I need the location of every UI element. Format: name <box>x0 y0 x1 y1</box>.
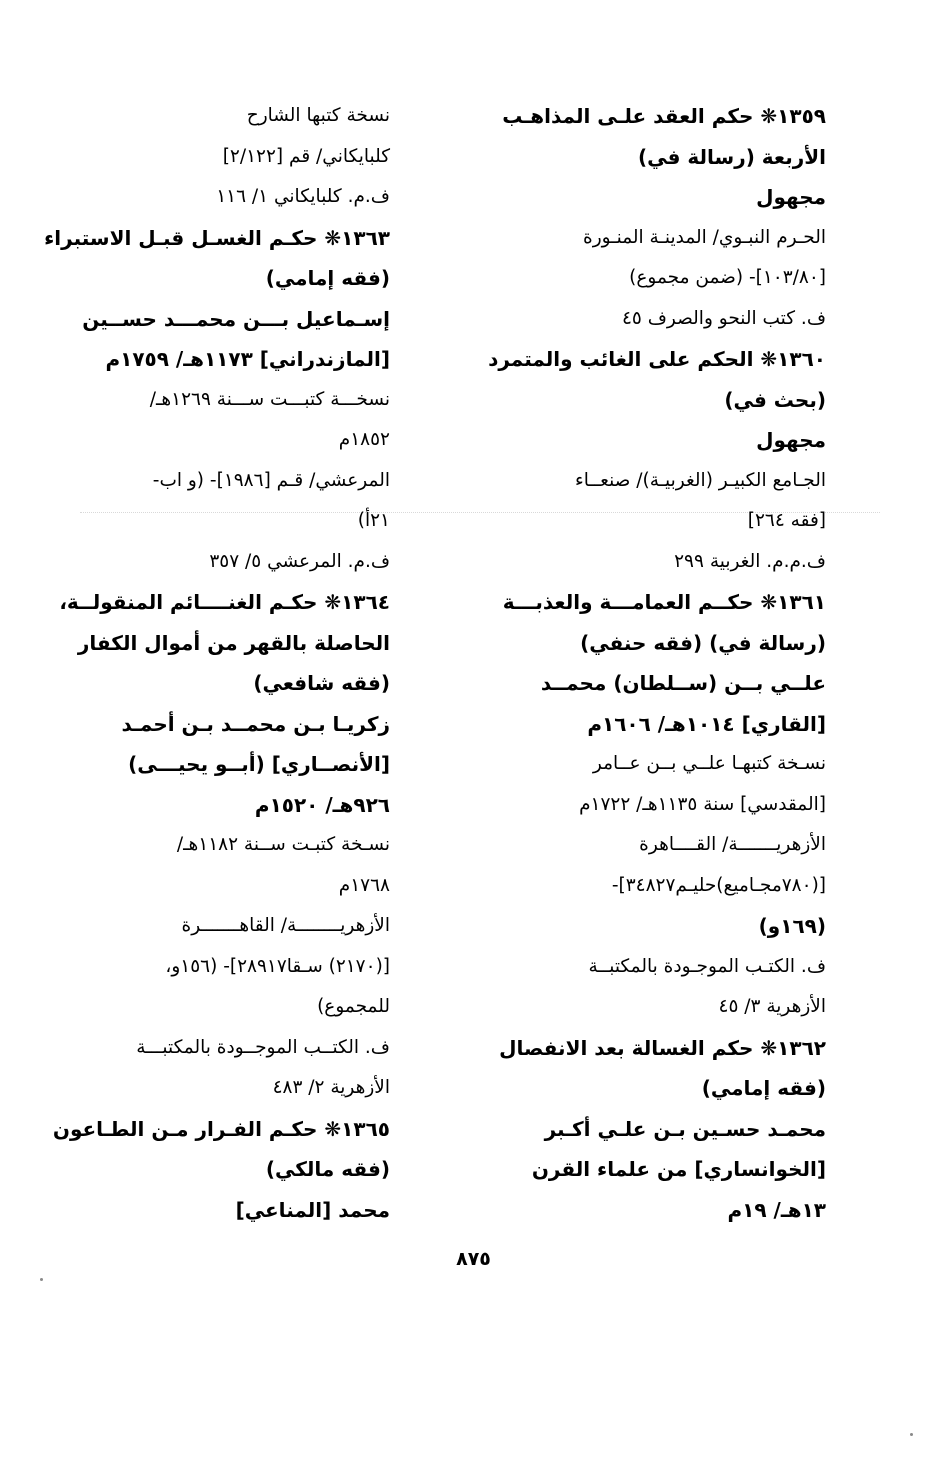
right-column-line: محمـد حسـين بـن علـي أكـبر <box>544 1116 826 1141</box>
left-column-line: ١٨٥٢م <box>338 429 390 450</box>
right-column-line: ١٣٦٠❋ الحكم على الغائب والمتمرد <box>488 347 826 371</box>
left-column-line: الحاصلة بالقهر من أموال الكفار <box>77 630 390 655</box>
right-column-line: (فقه إمامي) <box>701 1076 826 1100</box>
right-column <box>488 96 826 1230</box>
right-column-line: [(٧٨٠مجـاميع)حليـم٣٤٨٢٧]- <box>611 874 826 896</box>
left-column-line: ١٧٦٨م <box>338 874 390 896</box>
right-column-line: (١٦٩و) <box>758 914 826 938</box>
left-column-line: المرعشي/ قـم [١٩٨٦]- (و اب- <box>152 469 390 491</box>
right-column-line: الحـرم النبـوي/ المدينـة المنـورة <box>583 226 826 248</box>
right-column-line: علــي بــن (ســلطان) محمــد <box>540 671 826 695</box>
left-column-line: ١٣٦٥❋ حكـم الفـرار مـن الطـاعون <box>52 1116 390 1141</box>
right-column-line: [المقدسي] سنة ١١٣٥هـ/ ١٧٢٢م <box>579 793 826 815</box>
left-column-line: الأزهريــــــــة/ القاهـــــــرة <box>181 915 390 936</box>
left-column-line: ٩٢٦هـ/ ١٥٢٠م <box>254 792 390 817</box>
right-column-line: (بحث في) <box>724 387 826 412</box>
right-column-line: ف. كتب النحو والصرف ٤٥ <box>621 307 826 329</box>
left-column-line: [الأنصــاري] (أبــو يحيـــى) <box>128 752 390 776</box>
right-column-line: [١٠٣/٨٠]- (ضمن مجموع) <box>629 267 826 288</box>
left-column-line: ١٣٦٣❋ حكـم الغسـل قبـل الاستبراء <box>44 225 390 250</box>
left-column-line: نسـخة كتبـت ســنة ١١٨٢هـ/ <box>176 834 390 855</box>
scan-speck <box>40 1278 43 1281</box>
page-number: ٨٧٥ <box>456 1248 491 1270</box>
left-column-line: ف. الكتــب الموجــودة بالمكتبـــة <box>136 1036 390 1058</box>
right-column-line: (رسالة في) (فقه حنفي) <box>580 630 826 655</box>
left-column-line: (فقه شافعي) <box>253 671 390 695</box>
right-column-line: [الخوانساري] من علماء القرن <box>531 1157 826 1181</box>
left-column-line: ١٣٦٤❋ حكـم الغنــــائم المنقولــة، <box>59 590 390 614</box>
right-column-line: الجـامع الكبيـر (الغربيـة)/ صنعــاء <box>575 469 826 491</box>
left-column-line: ف.م. المرعشي ٥/ ٣٥٧ <box>209 550 390 572</box>
scan-speck <box>910 1433 913 1436</box>
left-column-line: للمجموع) <box>317 996 390 1017</box>
right-column-line: ١٣٦١❋ حكــم العمامـــة والعذبـــة <box>502 590 826 614</box>
right-column-line: [القاري] ١٠١٤هـ/ ١٦٠٦م <box>587 711 826 736</box>
left-column-line: كلبايكاني/ قم [٢/١٢٢] <box>222 145 390 167</box>
left-column-line: (فقه إمامي) <box>265 266 390 290</box>
right-column-line: ف. الكتـب الموجـودة بالمكتبــة <box>588 955 826 977</box>
right-column-line: ف.م.م. الغربية ٢٩٩ <box>674 550 826 572</box>
left-column-line: ٢١أ) <box>357 510 390 531</box>
left-column-line: (فقه مالكي) <box>265 1157 390 1181</box>
left-column <box>44 96 390 1230</box>
right-column-line: مجهول <box>756 428 826 452</box>
right-column-line: [فقه ٢٦٤] <box>747 510 826 531</box>
right-column-line: الأزهريـــــــة/ القــــاهرة <box>639 834 826 855</box>
right-column-line: مجهول <box>756 185 826 209</box>
left-column-line: الأزهرية ٢/ ٤٨٣ <box>272 1077 390 1098</box>
left-column-line: إسـماعيل بـــن محمـــد حســين <box>82 306 390 331</box>
right-column-line: ١٣هـ/ ١٩م <box>727 1197 826 1222</box>
left-column-line: نسخة كتبها الشارح <box>246 105 390 126</box>
left-column-line: [(٢١٧٠) سـقا٢٨٩١٧]- (١٥٦و، <box>165 955 390 977</box>
left-column-line: [المازندراني] ١١٧٣هـ/ ١٧٥٩م <box>105 347 390 371</box>
right-column-line: الأربعة (رسالة في) <box>637 144 826 169</box>
right-column-line: ١٣٥٩❋ حكم العقد علـى المذاهـب <box>502 104 826 128</box>
left-column-line: ف.م. كلبايكاني ١/ ١١٦ <box>216 186 390 207</box>
left-column-line: زكريـا بـن محمــد بـن أحمـد <box>121 711 390 736</box>
right-column-line: نسـخة كتبهـا علــي بــن عــامر <box>592 753 826 774</box>
left-column-line: محمد [المناعي] <box>235 1197 390 1222</box>
right-column-line: ١٣٦٢❋ حكم الغسالة بعد الانفصال <box>499 1035 826 1060</box>
right-column-line: الأزهرية ٣/ ٤٥ <box>718 996 826 1017</box>
left-column-line: نسخـــة كتبـــت ســـنة ١٢٦٩هـ/ <box>149 388 390 410</box>
